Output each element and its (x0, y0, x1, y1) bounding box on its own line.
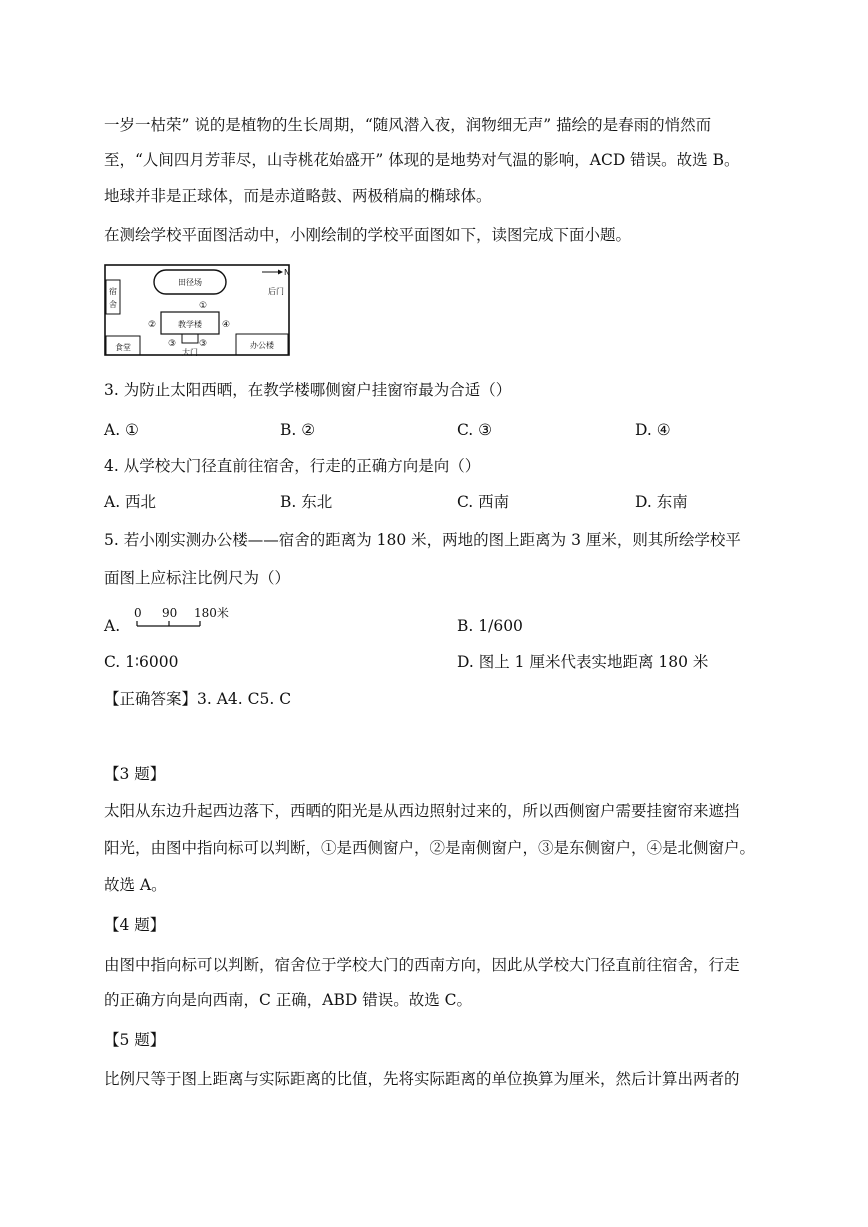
canteen-label: 食堂 (115, 343, 131, 352)
question-4-stem: 4. 从学校大门径直前往宿舍，行走的正确方向是向（） (104, 457, 481, 475)
q4-option-b[interactable]: B. 东北 (280, 493, 333, 511)
dorm-label-2: 舍 (109, 300, 117, 309)
explanation-4-line: 的正确方向是向西南，C 正确，ABD 错误。故选 C。 (104, 991, 473, 1009)
explanation-4-heading: 【4 题】 (104, 916, 166, 934)
q5-option-c[interactable]: C. 1∶6000 (104, 653, 179, 671)
scale-label-0: 0 (134, 606, 142, 620)
intro-line: 地球并非是正球体，而是赤道略鼓、两极稍扁的椭球体。 (104, 187, 492, 205)
north-arrow-head (278, 270, 283, 275)
question-5-stem-line-1: 5. 若小刚实测办公楼——宿舍的距离为 180 米，两地的图上距离为 3 厘米，则其所绘学校平 (104, 531, 741, 549)
q4-option-a[interactable]: A. 西北 (104, 493, 157, 511)
dorm-label-1: 宿 (109, 287, 117, 296)
explanation-5-heading: 【5 题】 (104, 1031, 166, 1049)
window-1-label: ① (198, 301, 208, 311)
explanation-4-line: 由图中指向标可以判断，宿舍位于学校大门的西南方向，因此从学校大门径直前往宿舍，行走 (104, 956, 740, 974)
explanation-3-line: 故选 A。 (104, 876, 167, 894)
back-gate-label: 后门 (268, 287, 284, 296)
q5-option-d[interactable]: D. 图上 1 厘米代表实地距离 180 米 (457, 653, 709, 671)
question-3-stem: 3. 为防止太阳西晒，在教学楼哪侧窗户挂窗帘最为合适（） (104, 381, 512, 399)
q4-option-c[interactable]: C. 西南 (457, 493, 510, 511)
entrance-block (182, 334, 198, 343)
q3-option-b[interactable]: B. ② (280, 421, 316, 439)
intro-line: 至，“人间四月芳菲尽，山寺桃花始盛开” 体现的是地势对气温的影响，ACD 错误。故选 B。 (104, 151, 740, 169)
explanation-3-line: 阳光，由图中指向标可以判断，①是西侧窗户，②是南侧窗户，③是东侧窗户，④是北侧窗户。 (104, 839, 756, 857)
scale-label-180: 180米 (194, 606, 229, 620)
q3-option-c[interactable]: C. ③ (457, 421, 493, 439)
scale-label-90: 90 (162, 606, 178, 620)
scale-bar-icon (134, 606, 234, 632)
intro-line: 一岁一枯荣” 说的是植物的生长周期，“随风潜入夜，润物细无声” 描绘的是春雨的悄然而 (104, 116, 712, 134)
window-5-label: ③ (198, 339, 208, 349)
track-label: 田径场 (178, 278, 202, 287)
q5-option-b[interactable]: B. 1/600 (457, 617, 523, 635)
explanation-3-line: 太阳从东边升起西边落下，西晒的阳光是从西边照射过来的，所以西侧窗户需要挂窗帘来遮挡 (104, 802, 740, 820)
explanation-3-heading: 【3 题】 (104, 765, 166, 783)
school-map-figure (104, 264, 290, 356)
window-3-label: ③ (167, 339, 177, 349)
explanation-5-line: 比例尺等于图上距离与实际距离的比值，先将实际距离的单位换算为厘米，然后计算出两者的 (104, 1070, 740, 1088)
q4-option-d[interactable]: D. 东南 (635, 493, 688, 511)
correct-answer: 【正确答案】3. A4. C5. C (104, 690, 292, 708)
question-5-stem-line-2: 面图上应标注比例尺为（） (104, 569, 291, 587)
north-label: N (284, 268, 290, 277)
window-4-label: ④ (221, 320, 231, 330)
window-2-label: ② (147, 320, 157, 330)
office-label: 办公楼 (250, 341, 274, 350)
q5-option-a[interactable]: A. (104, 617, 121, 635)
q3-option-d[interactable]: D. ④ (635, 421, 671, 439)
gate-label: 大门 (182, 348, 198, 356)
teaching-building-label: 教学楼 (178, 320, 202, 329)
intro-line: 在测绘学校平面图活动中，小刚绘制的学校平面图如下，读图完成下面小题。 (104, 226, 632, 244)
q3-option-a[interactable]: A. ① (104, 421, 139, 439)
